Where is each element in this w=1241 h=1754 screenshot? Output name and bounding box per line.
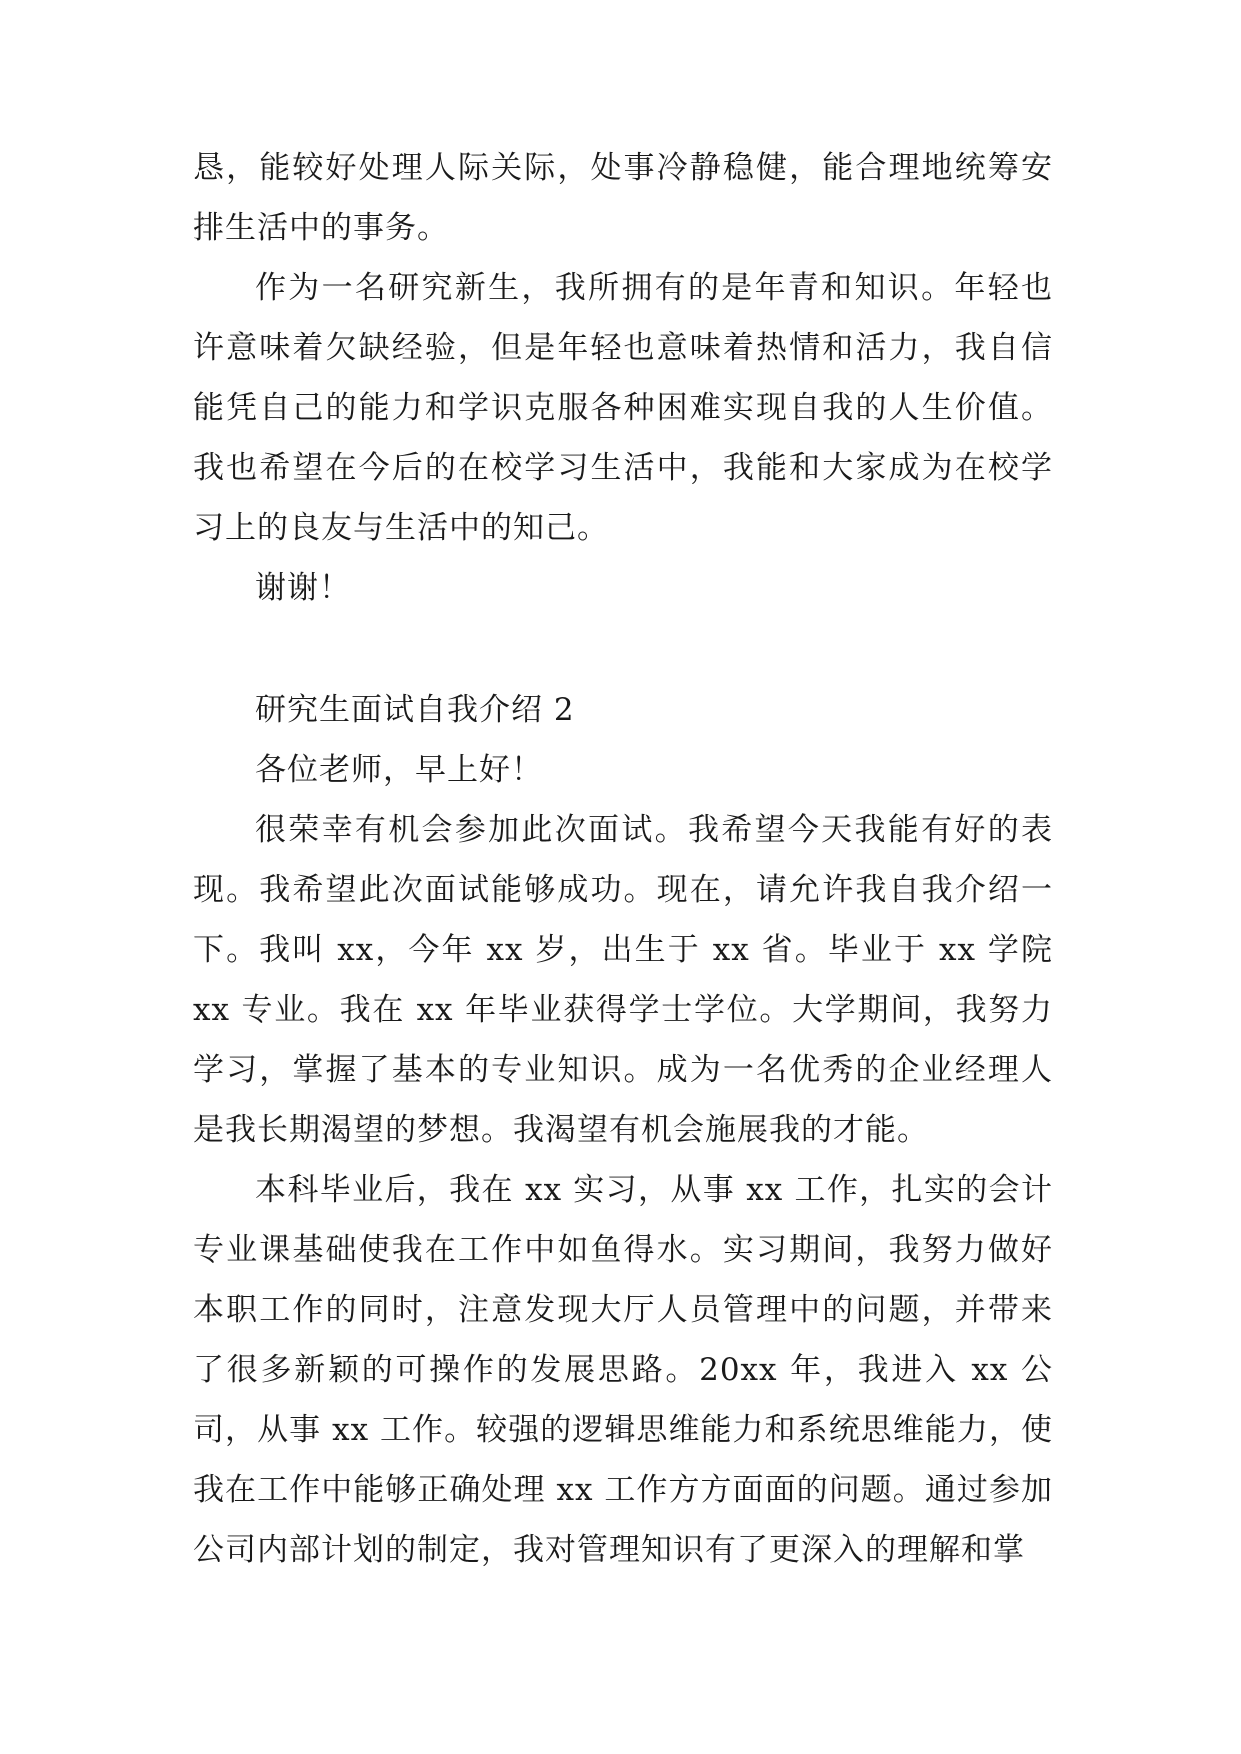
paragraph-continuation: 恳，能较好处理人际关际，处事冷静稳健，能合理地统筹安排生活中的事务。	[193, 150, 1053, 246]
paragraph-work-experience: 本科毕业后，我在 xx 实习，从事 xx 工作，扎实的会计专业课基础使我在工作中如鱼得水。实习期间，我努力做好本职工作的同时，注意发现大厅人员管理中的问题，并带来了很多新颖的可操作的发展思路。20xx 年，我进入 xx 公司，从事 xx 工作。较强的逻辑思维能力和系统思维能力，使我在工作中能够正确处理 xx 工作方方面面的问题。通过参加公司内部计划的制定，我对管理知识有了更深入的理解和掌	[193, 1172, 1053, 1568]
paragraph-self-description: 作为一名研究新生，我所拥有的是年青和知识。年轻也许意味着欠缺经验，但是年轻也意味着热情和活力，我自信能凭自己的能力和学识克服各种困难实现自我的人生价值。我也希望在今后的在校学习生活中，我能和大家成为在校学习上的良友与生活中的知己。	[193, 270, 1053, 546]
paragraph-thanks: 谢谢！	[255, 570, 351, 606]
section-heading: 研究生面试自我介绍 2	[255, 692, 575, 728]
paragraph-greeting: 各位老师，早上好！	[255, 752, 543, 788]
paragraph-introduction: 很荣幸有机会参加此次面试。我希望今天我能有好的表现。我希望此次面试能够成功。现在，请允许我自我介绍一下。我叫 xx，今年 xx 岁，出生于 xx 省。毕业于 xx 学院 xx 专业。我在 xx 年毕业获得学士学位。大学期间，我努力学习，掌握了基本的专业知识。成为一名优秀的企业经理人是我长期渴望的梦想。我渴望有机会施展我的才能。	[193, 812, 1053, 1148]
section-spacer	[193, 618, 1053, 680]
document-body	[193, 138, 1053, 1580]
